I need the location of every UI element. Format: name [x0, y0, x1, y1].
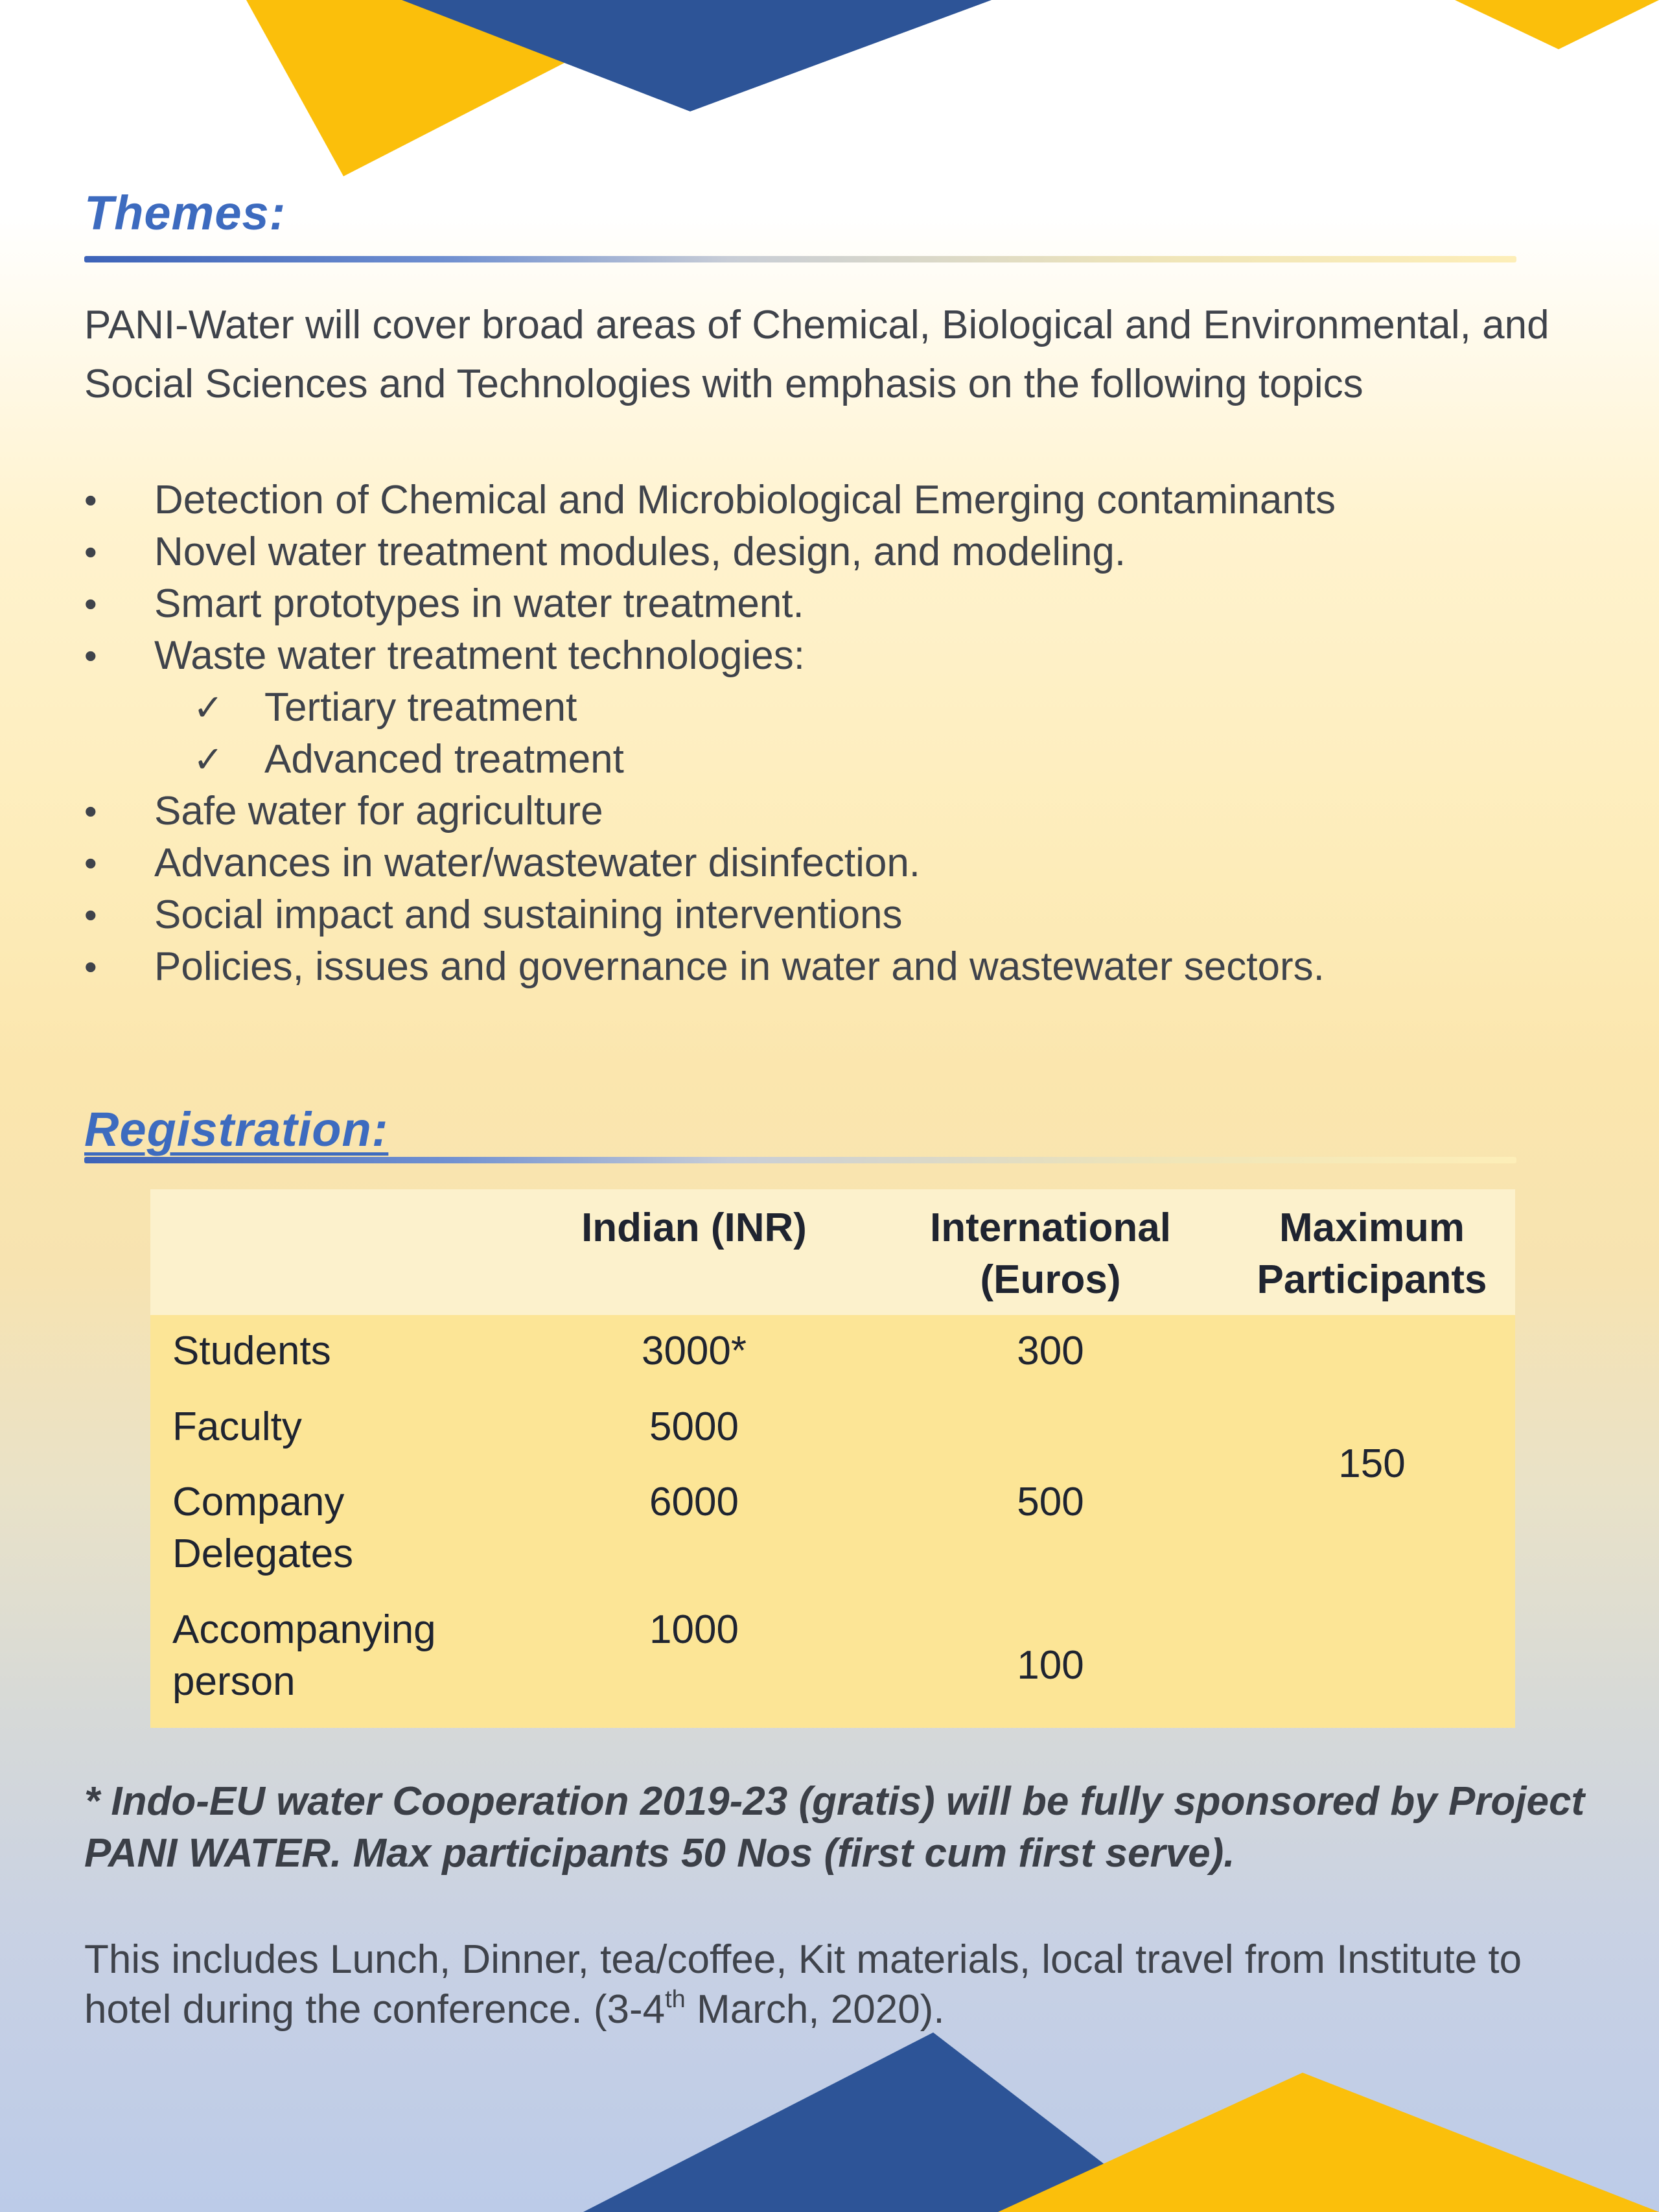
- topic-item: • Waste water treatment technologies:: [84, 630, 1336, 682]
- themes-heading: Themes:: [84, 186, 286, 240]
- registration-heading: Registration:: [84, 1102, 389, 1156]
- table-row: [150, 1603, 1515, 1728]
- topics-list: [84, 474, 1336, 993]
- topic-item: • Social impact and sustaining interventions: [84, 889, 1336, 941]
- international-fee-cell: 100: [872, 1603, 1229, 1728]
- topic-item: • Smart prototypes in water treatment.: [84, 578, 1336, 630]
- header-indian: Indian (INR): [516, 1189, 872, 1315]
- category-cell: Faculty: [150, 1401, 516, 1476]
- max-participants-cell: 150: [1229, 1315, 1515, 1603]
- check-icon: ✓: [193, 739, 224, 780]
- indian-fee-cell: 5000: [516, 1401, 872, 1476]
- topic-item: • Policies, issues and governance in water and wastewater sectors.: [84, 941, 1336, 993]
- topic-item: • Detection of Chemical and Microbiological Emerging contaminants: [84, 474, 1336, 526]
- header-category: [150, 1189, 516, 1315]
- themes-intro: PANI-Water will cover broad areas of Chemical, Biological and Environmental, and Social Sciences and Technologies with emphasis on the following topics: [84, 303, 1549, 406]
- topic-item: • Novel water treatment modules, design, and modeling.: [84, 526, 1336, 578]
- themes-divider: [84, 256, 1516, 262]
- includes-text-end: March, 2020).: [685, 1987, 945, 2032]
- registration-divider: [84, 1157, 1516, 1163]
- top-decoration: [0, 0, 1659, 181]
- indian-fee-cell: 6000: [516, 1476, 872, 1603]
- includes-superscript: th: [665, 1986, 686, 2013]
- top-yellow-triangle-right: [1455, 0, 1659, 49]
- international-fee-cell: 500: [872, 1401, 1229, 1603]
- indian-fee-cell: 1000: [516, 1603, 872, 1728]
- includes-text: This includes Lunch, Dinner, tea/coffee, Kit materials, local travel from Institute to hotel during the conference. (3-4: [84, 1937, 1522, 2032]
- subtopic-item: [84, 682, 1336, 734]
- subtopic-label: Tertiary treatment: [264, 685, 577, 730]
- header-international: International (Euros): [872, 1189, 1229, 1315]
- bottom-yellow-triangle: [998, 2073, 1659, 2212]
- subtopic-item: [84, 734, 1336, 786]
- subtopic-label: Advanced treatment: [264, 737, 624, 782]
- table-row: [150, 1315, 1515, 1401]
- table-header-row: [150, 1189, 1515, 1315]
- category-cell: Company Delegates: [150, 1476, 516, 1603]
- international-fee-cell: 300: [872, 1315, 1229, 1401]
- indian-fee-cell: 3000*: [516, 1315, 872, 1401]
- bottom-decoration: [0, 2031, 1659, 2212]
- registration-table: [150, 1189, 1515, 1728]
- sponsorship-note: * Indo-EU water Cooperation 2019-23 (gratis) will be fully sponsored by Project PANI WATER. Max participants 50 Nos (first cum first serve).: [84, 1779, 1585, 1876]
- topic-item: • Advances in water/wastewater disinfection.: [84, 837, 1336, 889]
- topic-item: • Safe water for agriculture: [84, 786, 1336, 837]
- includes-note: [84, 1935, 1594, 2034]
- max-participants-empty-cell: [1229, 1603, 1515, 1728]
- category-cell: Students: [150, 1315, 516, 1401]
- check-icon: ✓: [193, 687, 224, 728]
- header-max-participants: Maximum Participants: [1229, 1189, 1515, 1315]
- category-cell: Accompanying person: [150, 1603, 516, 1728]
